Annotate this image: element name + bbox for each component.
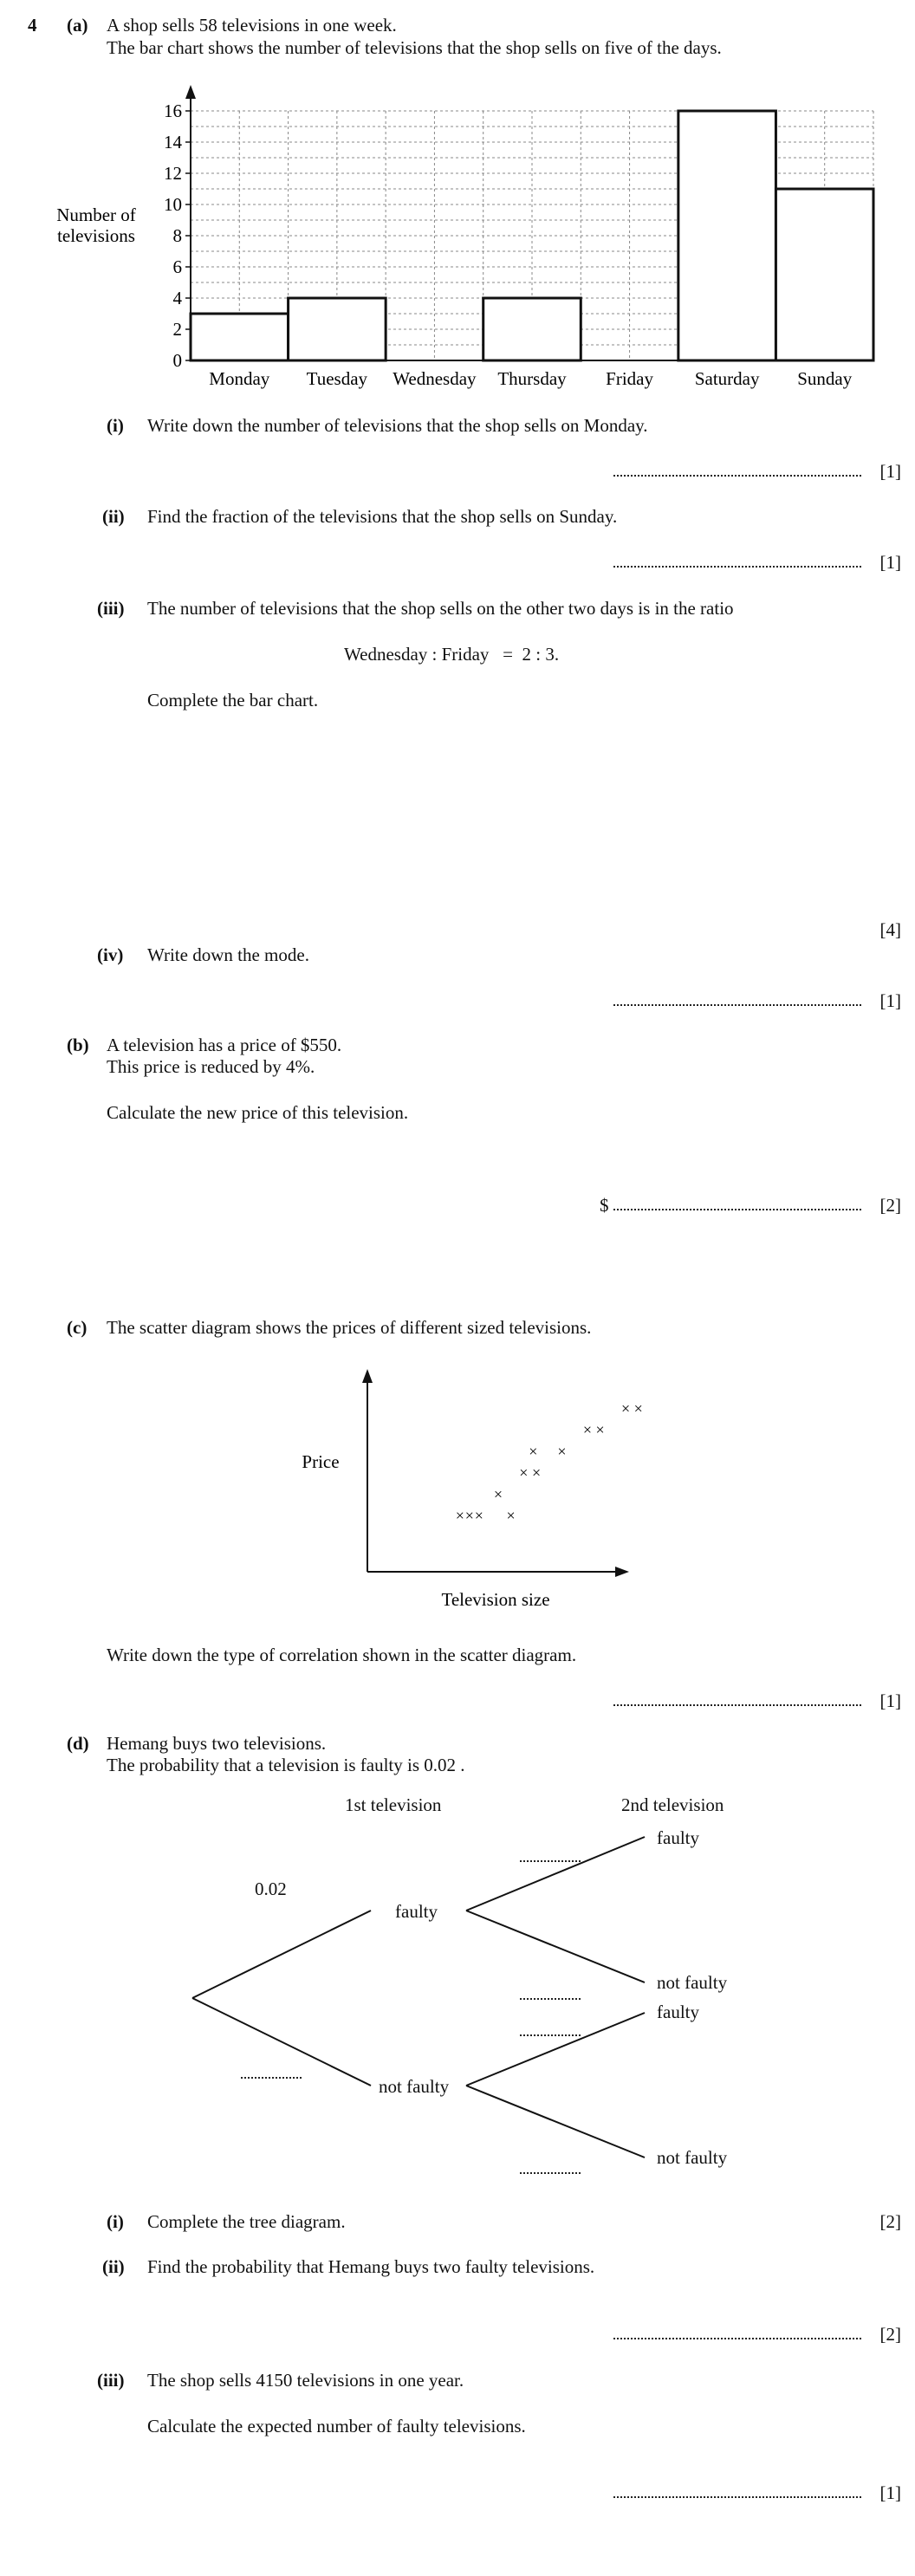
scatter-point: × <box>493 1485 503 1503</box>
mark-a-ii: [1] <box>879 552 901 573</box>
tree-label-ff: faulty <box>657 1827 699 1848</box>
scatter-diagram <box>0 1343 915 1620</box>
tree-blank-ff[interactable] <box>520 1860 581 1862</box>
scatter-y-axis-arrow <box>362 1369 373 1383</box>
part-d-iii-label: (iii) <box>97 2370 125 2391</box>
bar-xtick-label: Wednesday <box>393 368 477 389</box>
bar-xtick-label: Saturday <box>694 368 760 389</box>
part-a-ii-text: Find the fraction of the televisions that the shop sells on Sunday. <box>147 506 618 527</box>
tree-label-nn: not faulty <box>657 2147 728 2168</box>
bar-saturday <box>678 111 776 360</box>
part-a-intro-1: A shop sells 58 televisions in one week. <box>107 15 397 36</box>
part-a-i-text: Write down the number of televisions that the shop sells on Monday. <box>147 415 648 436</box>
part-a-intro-2: The bar chart shows the number of televisions that the shop sells on five of the days. <box>107 37 722 58</box>
scatter-point: × <box>557 1442 567 1460</box>
tree-label-nf: faulty <box>657 2002 699 2022</box>
part-b-dollar-sign: $ <box>600 1195 609 1216</box>
scatter-point: × <box>474 1507 483 1525</box>
part-a-i-label: (i) <box>107 415 124 436</box>
part-a-iii-instruction: Complete the bar chart. <box>147 690 319 711</box>
part-a-iii-text: The number of televisions that the shop sells on the other two days is in the ratio <box>147 598 734 619</box>
bar-chart <box>0 69 915 399</box>
tree-blank-nn[interactable] <box>520 2172 581 2174</box>
mark-d-ii: [2] <box>879 2324 901 2345</box>
part-d-iii-line-1: The shop sells 4150 televisions in one year. <box>147 2370 464 2391</box>
branch-first-faulty <box>192 1911 371 1998</box>
bar-xtick-label: Tuesday <box>306 368 368 389</box>
scatter-axes <box>362 1369 629 1577</box>
bar-ytick-label: 10 <box>164 194 182 215</box>
answer-line-a-ii[interactable] <box>613 566 861 568</box>
answer-line-a-i[interactable] <box>613 475 861 477</box>
part-a-iv-label: (iv) <box>97 944 124 965</box>
scatter-point: × <box>620 1399 631 1418</box>
bar-thursday <box>483 298 581 360</box>
scatter-ylabel: Price <box>302 1451 340 1472</box>
part-d-iii-line-2: Calculate the expected number of faulty televisions. <box>147 2416 526 2436</box>
branch-notfaulty-faulty <box>466 2013 645 2086</box>
answer-line-a-iv[interactable] <box>613 1004 861 1006</box>
tree-label-first-not-faulty: not faulty <box>379 2076 450 2097</box>
mark-d-iii: [1] <box>879 2482 901 2503</box>
tree-blank-nf[interactable] <box>520 2034 581 2036</box>
mark-c: [1] <box>879 1690 901 1711</box>
part-a-iii-label: (iii) <box>97 598 125 619</box>
tree-label-fn: not faulty <box>657 1972 728 1993</box>
part-d-line-1: Hemang buys two televisions. <box>107 1733 327 1754</box>
part-c-intro: The scatter diagram shows the prices of different sized televisions. <box>107 1317 592 1338</box>
answer-line-d-ii[interactable] <box>613 2338 861 2339</box>
answer-line-c[interactable] <box>613 1704 861 1706</box>
bar-ylabel-line: televisions <box>57 225 135 246</box>
mark-b: [2] <box>879 1195 901 1216</box>
part-a-ii-label: (ii) <box>102 506 125 527</box>
scatter-point: × <box>595 1421 605 1439</box>
part-a-iv-text: Write down the mode. <box>147 944 309 965</box>
bar-ytick-label: 12 <box>164 163 182 184</box>
scatter-point: × <box>506 1507 516 1525</box>
tree-header-1st: 1st television <box>345 1794 442 1815</box>
bar-ytick-label: 6 <box>172 256 182 277</box>
mark-a-iv: [1] <box>879 990 901 1011</box>
part-a-label: (a) <box>67 15 88 36</box>
bar-xtick-label: Sunday <box>797 368 853 389</box>
scatter-point: × <box>633 1399 643 1418</box>
scatter-points <box>456 1399 643 1524</box>
branch-notfaulty-not-faulty <box>466 2086 645 2157</box>
scatter-point: × <box>529 1442 538 1460</box>
bar-sunday <box>775 189 873 360</box>
scatter-point: × <box>531 1463 542 1482</box>
bar-ytick-label: 2 <box>172 319 182 340</box>
mark-a-iii: [4] <box>879 919 901 940</box>
part-d-ii-label: (ii) <box>102 2256 125 2277</box>
part-c-instruction: Write down the type of correlation shown in the scatter diagram. <box>107 1645 577 1665</box>
bar-ylabel-line: Number of <box>56 204 136 225</box>
part-d-label: (d) <box>67 1733 89 1754</box>
mark-d-i: [2] <box>879 2211 901 2232</box>
part-d-line-2: The probability that a television is faulty is 0.02 . <box>107 1755 465 1775</box>
scatter-point: × <box>519 1463 529 1482</box>
answer-line-d-iii[interactable] <box>613 2496 861 2498</box>
mark-a-i: [1] <box>879 461 901 482</box>
bar-monday <box>191 314 289 360</box>
part-d-i-text: Complete the tree diagram. <box>147 2211 346 2232</box>
branch-faulty-not-faulty <box>466 1911 645 1982</box>
part-a-iii-ratio: Wednesday : Friday = 2 : 3. <box>344 644 560 665</box>
bar-xtick-label: Monday <box>209 368 270 389</box>
bar-ytick-label: 0 <box>172 350 182 371</box>
bar-chart-ylabel <box>56 204 136 246</box>
bar-xtick-label: Friday <box>606 368 653 389</box>
bar-chart-ytick-labels <box>164 101 183 371</box>
bar-ytick-label: 4 <box>172 288 182 308</box>
part-b-line-2: This price is reduced by 4%. <box>107 1056 315 1077</box>
branch-faulty-faulty <box>466 1837 645 1911</box>
part-b-line-1: A television has a price of $550. <box>107 1035 342 1055</box>
bar-tuesday <box>289 298 386 360</box>
tree-label-first-faulty: faulty <box>395 1901 438 1922</box>
part-d-i-label: (i) <box>107 2211 124 2232</box>
scatter-xlabel: Television size <box>441 1589 550 1610</box>
part-d-ii-text: Find the probability that Hemang buys two faulty televisions. <box>147 2256 595 2277</box>
bar-ytick-label: 16 <box>164 101 182 121</box>
tree-blank-first-not-faulty[interactable] <box>241 2077 302 2079</box>
scatter-point: × <box>582 1421 592 1439</box>
branch-first-not-faulty <box>192 1998 371 2086</box>
question-number: 4 <box>28 15 37 36</box>
bar-ytick-label: 8 <box>172 225 182 246</box>
part-b-line-3: Calculate the new price of this television. <box>107 1102 409 1123</box>
tree-prob-first-faulty: 0.02 <box>255 1878 287 1899</box>
answer-line-b[interactable] <box>613 1209 861 1210</box>
scatter-point: × <box>455 1507 464 1525</box>
tree-header-2nd: 2nd television <box>621 1794 724 1815</box>
tree-blank-fn[interactable] <box>520 1998 581 2000</box>
bar-chart-xtick-labels <box>209 368 852 389</box>
bar-y-axis-arrow <box>185 85 196 99</box>
scatter-x-axis-arrow <box>615 1567 629 1577</box>
part-b-label: (b) <box>67 1035 89 1055</box>
scatter-point: × <box>464 1507 474 1525</box>
tree-diagram <box>0 1785 915 2183</box>
bar-xtick-label: Thursday <box>497 368 567 389</box>
bar-ytick-label: 14 <box>164 132 182 152</box>
part-c-label: (c) <box>67 1317 88 1338</box>
